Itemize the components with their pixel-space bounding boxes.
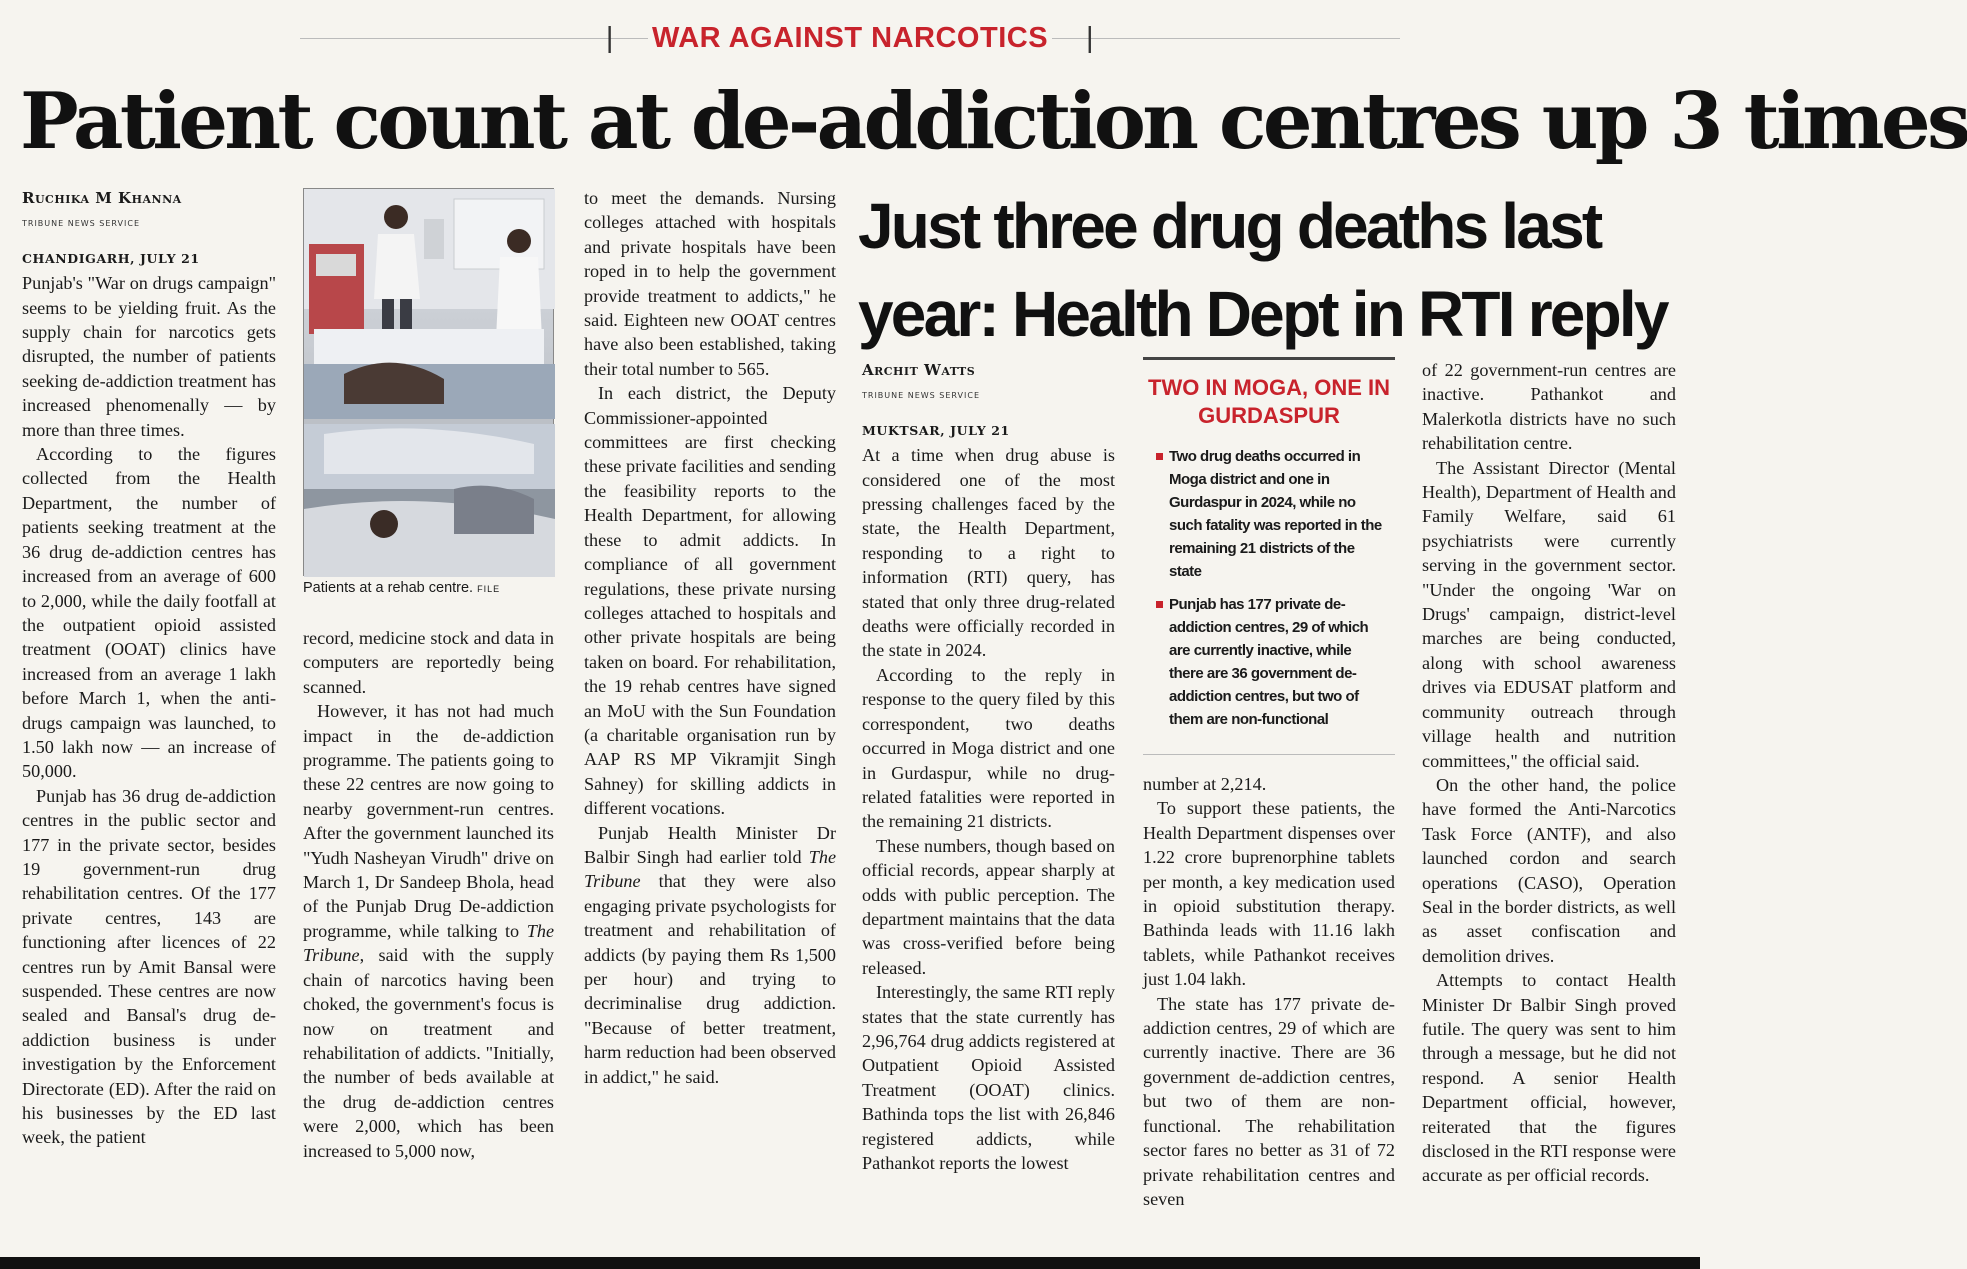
factbox-bullet: Punjab has 177 private de-addiction centres, 29 of which are currently inactive, while there are 36 government de-addiction centres, but two of them are non-functional bbox=[1155, 593, 1387, 731]
story1-column-3 bbox=[584, 186, 836, 1089]
photo-caption-text: Patients at a rehab centre. bbox=[303, 580, 474, 596]
newspaper-name: The Tribune bbox=[584, 846, 837, 892]
factbox-bullet: Two drug deaths occurred in Moga district and one in Gurdaspur in 2024, while no such fatality was reported in the remaining 21 districts of the state bbox=[1155, 445, 1387, 583]
factbox-list bbox=[1143, 445, 1395, 731]
paragraph: The state has 177 private de-addiction centres, 29 of which are currently inactive. There are 36 government de-addiction centres, but two of them are non-functional. The rehabilitation sector fares no better as 31 of 72 private rehabilitation centres and seven bbox=[1143, 993, 1395, 1209]
kicker-text: WAR AGAINST NARCOTICS bbox=[648, 22, 1052, 54]
story1-column-1 bbox=[22, 186, 276, 1150]
newspaper-name: The Tribune bbox=[303, 920, 555, 966]
section-kicker-row bbox=[0, 16, 1700, 62]
story2-column-2 bbox=[1143, 772, 1395, 1211]
story2-service: TRIBUNE NEWS SERVICE bbox=[862, 391, 981, 401]
secondary-headline: Just three drug deaths last year: Health Dept in RTI reply bbox=[858, 190, 1667, 350]
paragraph: To support these patients, the Health Department dispenses over 1.22 crore buprenorphine tablets per month, a key medication used in opioid substitution therapy. Bathinda leads with 11.16 lakh tablets, while Pathankot receives just 1.04 lakh. bbox=[1143, 798, 1395, 990]
bottom-border bbox=[0, 1257, 1700, 1269]
story1-column-2 bbox=[303, 626, 554, 1163]
factbox-sidebar bbox=[1143, 357, 1395, 755]
paragraph: Punjab has 36 drug de-addiction centres in the public sector and 177 in the private sector, besides 19 government-run drug rehabilitation centres. Of the 177 private centres, 143 are functioning after licences of 22 centres run by Amit Bansal were suspended. These centres are now sealed and Bansal's drug de-addiction business is under investigation by the Enforcement Directorate (ED). After the raid on his businesses by the ED last week, the patient bbox=[22, 785, 276, 1148]
paragraph: At a time when drug abuse is considered one of the most pressing challenges faced by the state, the Health Department, responding to a right to information (RTI) query, has stated that only three drug-related deaths were officially recorded in the state in 2024. bbox=[862, 445, 1115, 661]
story2-byline: Archit Watts bbox=[862, 361, 976, 379]
photo-illustration bbox=[304, 189, 555, 577]
story2-column-1 bbox=[862, 358, 1115, 1175]
main-headline: Patient count at de-addiction centres up 3 times bbox=[20, 76, 1967, 167]
photo-caption bbox=[303, 580, 554, 596]
paragraph: Punjab's "War on drugs campaign" seems to be yielding fruit. As the supply chain for narcotics gets disrupted, the number of patients seeking de-addiction treatment has increased phenomenally — by more than three times. bbox=[22, 273, 276, 440]
paragraph: of 22 government-run centres are inactive. Pathankot and Malerkotla districts have no such rehabilitation centre. bbox=[1422, 360, 1676, 454]
paragraph: Punjab Health Minister Dr Balbir Singh had earlier told The Tribune that they were also engaging private psychologists for treatment and rehabilitation of addicts (by paying them Rs 1,500 per hour) and trying to decriminalise drug addiction. "Because of better treatment, harm reduction had been observed in addict," he said. bbox=[584, 822, 837, 1087]
paragraph: According to the figures collected from the Health Department, the number of patients seeking treatment at the 36 drug de-addiction centres has increased from an average of 600 to 2,000, while the daily footfall at the outpatient opioid assisted treatment (OOAT) clinics have increased from an average 1 lakh before March 1, when the anti-drugs campaign was launched, to 1.50 lakh now — an increase of 50,000. bbox=[22, 444, 276, 782]
paragraph: record, medicine stock and data in computers are reportedly being scanned. bbox=[303, 628, 554, 697]
rehab-centre-photo bbox=[303, 188, 554, 576]
story2-column-3 bbox=[1422, 358, 1676, 1188]
paragraph: number at 2,214. bbox=[1143, 774, 1267, 794]
section-kicker: | WAR AGAINST NARCOTICS | bbox=[605, 22, 1095, 54]
paragraph: On the other hand, the police have formed the Anti-Narcotics Task Force (ANTF), and also launched cordon and search operations (CASO), Operation Seal in the border districts, as well as asset confiscation and demolition drives. bbox=[1422, 774, 1676, 966]
paragraph: to meet the demands. Nursing colleges attached with hospitals and private hospitals have been roped in to help the government provide treatment to addicts," he said. Eighteen new OOAT centres have also been established, taking their total number to 565. bbox=[584, 188, 836, 379]
paragraph: These numbers, though based on official records, appear sharply at odds with public perception. The department maintains that the data was cross-verified before being released. bbox=[862, 835, 1115, 978]
story1-dateline: CHANDIGARH, JULY 21 bbox=[22, 250, 200, 266]
paragraph: According to the reply in response to the query filed by this correspondent, two deaths occurred in Moga district and one in Gurdaspur, while no drug-related fatalities were reported in the remaining 21 districts. bbox=[862, 664, 1115, 832]
paragraph: Interestingly, the same RTI reply states that the state currently has 2,96,764 drug addicts registered at Outpatient Opioid Assisted Treatment (OOAT) clinics. Bathinda tops the list with 26,846 registered addicts, while Pathankot reports the lowest bbox=[862, 982, 1115, 1173]
paragraph: Attempts to contact Health Minister Dr Balbir Singh proved futile. The query was sent to him through a message, but he did not respond. A senior Health Department official, however, reiterated that the figures disclosed in the RTI response were accurate as per official records. bbox=[1422, 970, 1676, 1186]
story2-dateline: MUKTSAR, JULY 21 bbox=[862, 422, 1010, 438]
paragraph: In each district, the Deputy Commissioner-appointed committees are first checking these private facilities and sending the feasibility reports to the Health Department, for allowing these to admit addicts. In compliance of all government regulations, these private nursing colleges attached to hospitals and other private hospitals are being taken on board. For rehabilitation, the 19 rehab centres have signed an MoU with the Sun Foundation (a charitable organisation run by AAP RS MP Vikramjit Singh Sahney) for skilling addicts in different vocations. bbox=[584, 383, 836, 819]
story1-byline: Ruchika M Khanna bbox=[22, 189, 182, 207]
story1-service: TRIBUNE NEWS SERVICE bbox=[22, 219, 141, 229]
photo-credit: FILE bbox=[477, 584, 501, 594]
paragraph: However, it has not had much impact in the de-addiction programme. The patients going to these 22 centres are now going to nearby government-run centres. After the government launched its "Yudh Nasheyan Virudh" drive on March 1, Dr Sandeep Bhola, head of the Punjab Drug De-addiction programme, while talking to The Tribune, said with the supply chain of narcotics having been choked, the government's focus is now on treatment and rehabilitation of addicts. "Initially, the number of beds available at the drug de-addiction centres were 2,000, which has been increased to 5,000 now, bbox=[303, 701, 555, 1161]
factbox-title: TWO IN MOGA, ONE IN GURDASPUR bbox=[1148, 375, 1390, 428]
paragraph: The Assistant Director (Mental Health), Department of Health and Family Welfare, said 61 psychiatrists were currently serving in the government sector. "Under the ongoing 'War on Drugs' campaign, district-level marches are being conducted, along with school awareness drives via EDUSAT platform and community outreach through village health and nutrition committees," the official said. bbox=[1422, 457, 1676, 771]
